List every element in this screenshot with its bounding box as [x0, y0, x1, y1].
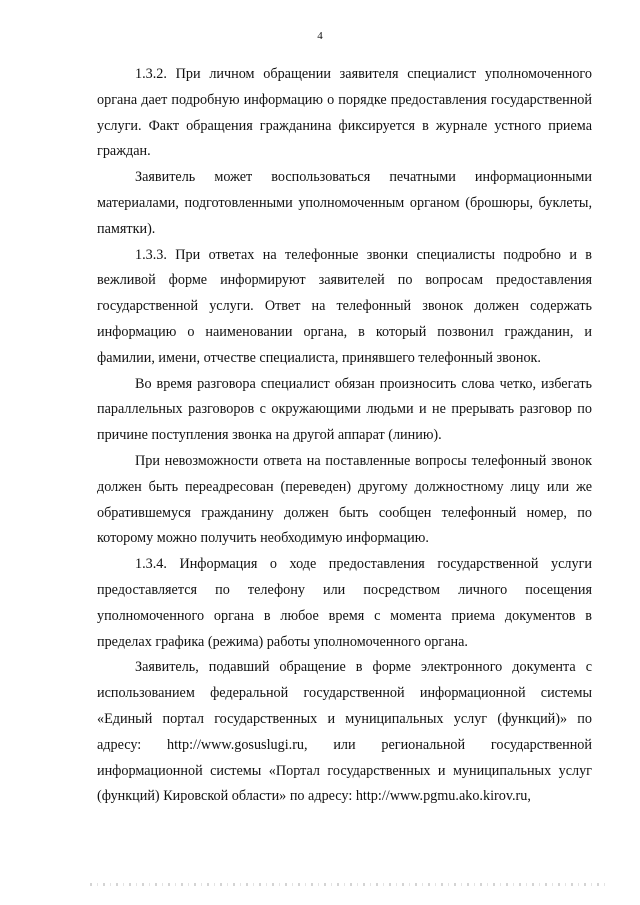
paragraph-1-3-3: 1.3.3. При ответах на телефонные звонки специалисты подробно и в вежливой форме информируют заявителей по вопросам предоставления государственной услуги. Ответ на телефонный звонок должен содержать информацию о наименовании органа, в который позвонил гражданин, и фамилии, имени, отчестве специалиста, принявшего телефонный звонок. [97, 246, 592, 366]
paragraph-1-3-2: 1.3.2. При личном обращении заявителя специалист уполномоченного органа дает подробную информацию о порядке предоставления государственной услуги. Факт обращения гражданина фиксируется в журнале устного приема граждан. [97, 66, 592, 160]
paragraph-printed-materials: Заявитель может воспользоваться печатными информационными материалами, подготовленными уполномоченным органом (брошюры, буклеты, памятки). [97, 169, 592, 237]
paragraph-call-redirect: При невозможности ответа на поставленные вопросы телефонный звонок должен быть переадресован (переведен) другому должностному лицу или же обратившемуся гражданину должен быть сообщен телефонный номер, по которому можно получить необходимую информацию. [97, 452, 592, 547]
scan-noise [90, 883, 610, 886]
paragraph-1-3-4: 1.3.4. Информация о ходе предоставления государственной услуги предоставляется по телефону или посредством личного посещения уполномоченного органа в любое время с момента приема документов в пределах графика (режима) работы уполномоченного органа. [97, 556, 592, 650]
paragraph-conversation-rules: Во время разговора специалист обязан произносить слова четко, избегать параллельных разговоров с окружающими людьми и не прерывать разговор по причине поступления звонка на другой аппарат (линию). [97, 375, 592, 444]
document-body [97, 62, 592, 810]
paragraph-electronic-request: Заявитель, подавший обращение в форме электронного документа с использованием федеральной государственной информационной системы «Единый портал государственных и муниципальных услуг (функций)» по адресу: http://www.gosuslugi.ru, или региональной государственной информационной системы «Портал государственных и муниципальных услуг (функций) Кировской области» по адресу: http://www.pgmu.ako.kirov.ru, [97, 659, 592, 805]
page-number: 4 [317, 30, 323, 42]
